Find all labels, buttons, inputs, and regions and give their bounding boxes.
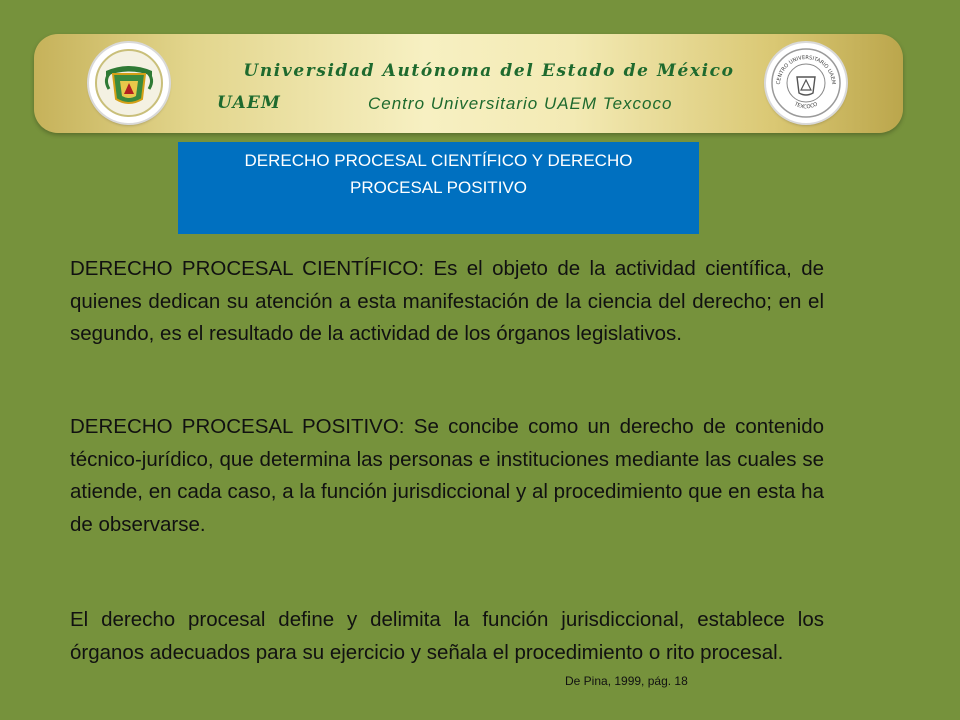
slide-title [178, 142, 699, 234]
university-acronym: UAEM [217, 93, 282, 113]
citation: De Pina, 1999, pág. 18 [565, 674, 688, 688]
paragraph-definicion: El derecho procesal define y delimita la función jurisdiccional, establece los órganos adecuados para su ejercicio y señala el procedimiento o rito procesal. [70, 608, 824, 664]
uaem-seal-icon [89, 43, 169, 123]
paragraph-derecho-cientifico: DERECHO PROCESAL CIENTÍFICO: Es el objeto de la actividad científica, de quienes dedican su atención a esta manifestación de la ciencia del derecho; en el segundo, es el resultado de la actividad de los órganos legislativos. [70, 257, 824, 345]
university-name: Universidad Autónoma del Estado de México [243, 61, 735, 81]
svg-text:CENTRO UNIVERSITARIO UAEM: CENTRO UNIVERSITARIO UAEM [775, 54, 837, 85]
slide-title-line-1: DERECHO PROCESAL CIENTÍFICO Y DERECHO [244, 151, 633, 170]
slide-title-line-2: PROCESAL POSITIVO [350, 178, 527, 197]
paragraph-derecho-positivo: DERECHO PROCESAL POSITIVO: Se concibe como un derecho de contenido técnico-jurídico, que determina las personas e instituciones mediante las cuales se atiende, en cada caso, a la función jurisdiccional y al procedimiento que en esta ha de observarse. [70, 415, 824, 536]
center-name: Centro Universitario UAEM Texcoco [368, 94, 673, 113]
texcoco-seal-icon [766, 43, 846, 123]
header-banner [34, 34, 903, 133]
svg-text:TEXCOCO: TEXCOCO [793, 101, 819, 111]
